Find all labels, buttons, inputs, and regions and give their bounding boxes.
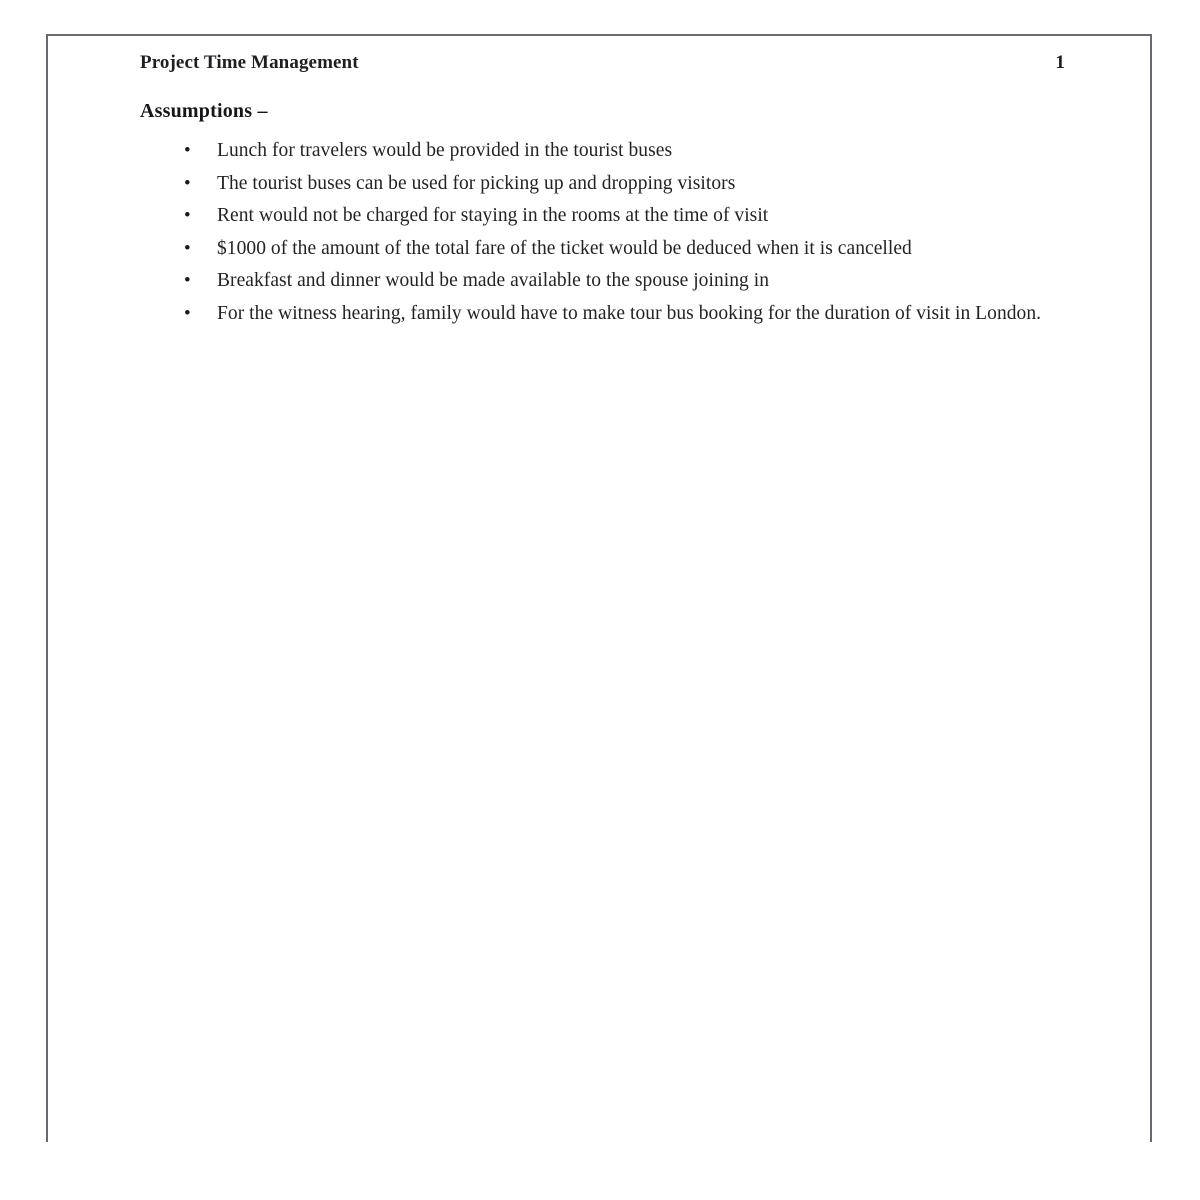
bullet-icon: • <box>184 302 191 324</box>
bullet-icon: • <box>184 205 191 226</box>
list-item <box>140 168 1115 201</box>
list-item <box>140 200 1115 233</box>
list-item-text: The tourist buses can be used for picking up and dropping visitors <box>217 172 736 194</box>
assumptions-list <box>140 135 1115 330</box>
list-item-text: Rent would not be charged for staying in the rooms at the time of visit <box>217 205 769 226</box>
document-body <box>140 100 1115 330</box>
document-page <box>46 34 1152 1142</box>
header-page-number: 1 <box>1055 52 1065 73</box>
list-item <box>140 298 1115 331</box>
header-title: Project Time Management <box>140 52 359 73</box>
list-item-text: Breakfast and dinner would be made available to the spouse joining in <box>217 270 770 291</box>
bullet-icon: • <box>184 172 191 194</box>
bullet-icon: • <box>184 237 191 259</box>
document-running-header <box>140 52 1065 74</box>
list-item-text: Lunch for travelers would be provided in the tourist buses <box>217 140 673 161</box>
list-item-text: $1000 of the amount of the total fare of the ticket would be deduced when it is cancelled <box>217 237 912 259</box>
list-item-text: For the witness hearing, family would have to make tour bus booking for the duration of visit in London. <box>217 302 1042 324</box>
bullet-icon: • <box>184 140 191 161</box>
section-heading-assumptions: Assumptions – <box>140 100 268 122</box>
list-item <box>140 265 1115 298</box>
list-item <box>140 135 1115 168</box>
bullet-icon: • <box>184 270 191 291</box>
list-item <box>140 233 1115 266</box>
